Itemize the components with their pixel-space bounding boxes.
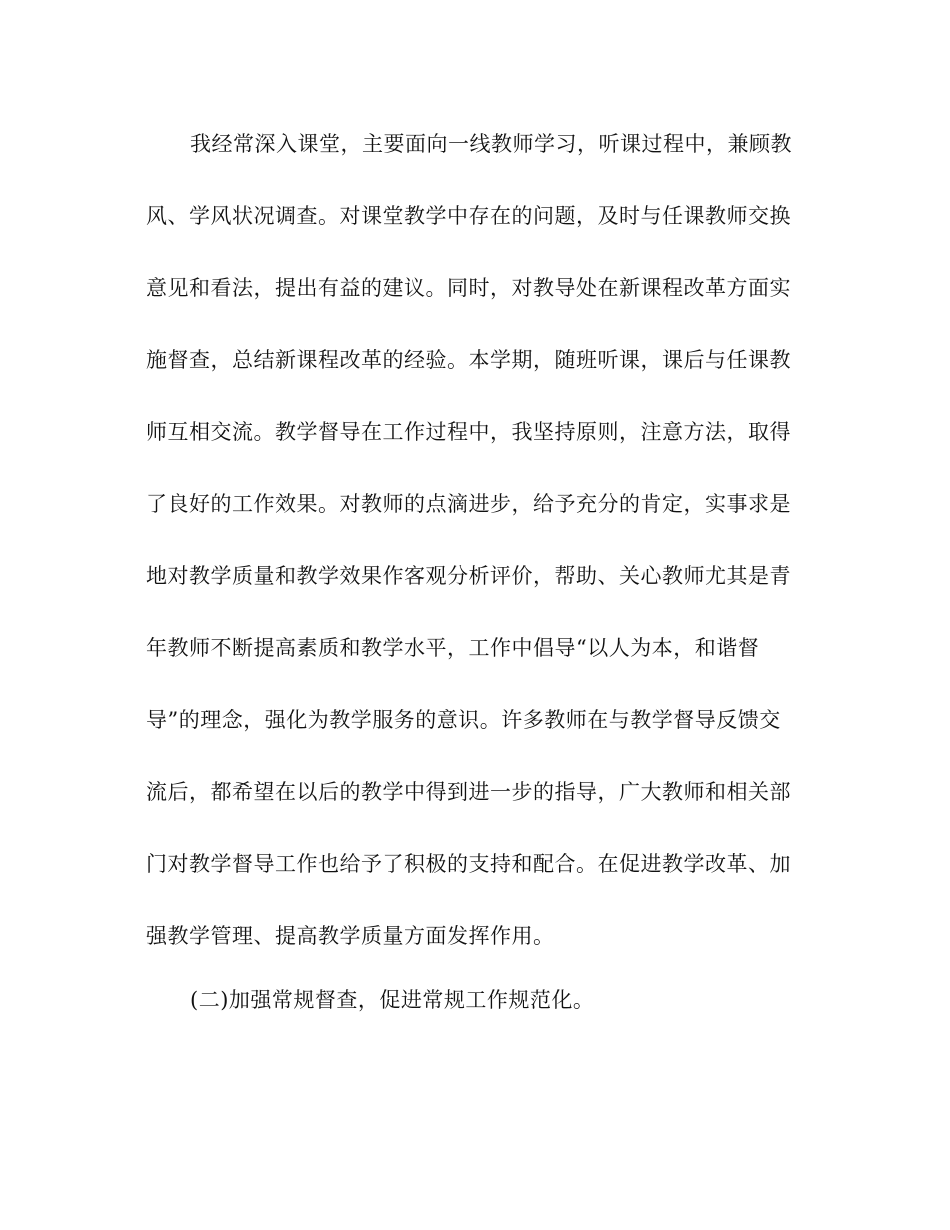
paragraph-line: 意见和看法，提出有益的建议。同时，对教导处在新课程改革方面实 bbox=[146, 276, 791, 300]
paragraph-line: 了良好的工作效果。对教师的点滴进步，给予充分的肯定，实事求是 bbox=[146, 492, 791, 516]
paragraph-line: 施督查，总结新课程改革的经验。本学期，随班听课，课后与任课教 bbox=[146, 348, 791, 372]
paragraph-line: 师互相交流。教学督导在工作过程中，我坚持原则，注意方法，取得 bbox=[146, 420, 791, 444]
paragraph-line: 年教师不断提高素质和教学水平，工作中倡导“以人为本，和谐督 bbox=[146, 636, 760, 660]
paragraph-line: 门对教学督导工作也给予了积极的支持和配合。在促进教学改革、加 bbox=[146, 852, 791, 876]
paragraph-line: 导”的理念，强化为教学服务的意识。许多教师在与教学督导反馈交 bbox=[146, 708, 781, 732]
paragraph-line: 我经常深入课堂，主要面向一线教师学习，听课过程中，兼顾教 bbox=[190, 132, 792, 156]
paragraph-line: 风、学风状况调查。对课堂教学中存在的问题，及时与任课教师交换 bbox=[146, 204, 791, 228]
paragraph-line: 地对教学质量和教学效果作客观分析评价，帮助、关心教师尤其是青 bbox=[146, 564, 791, 588]
section-heading: (二)加强常规督查，促进常规工作规范化。 bbox=[190, 988, 595, 1012]
paragraph-line: 强教学管理、提高教学质量方面发挥作用。 bbox=[146, 924, 555, 948]
paragraph-line: 流后，都希望在以后的教学中得到进一步的指导，广大教师和相关部 bbox=[146, 780, 791, 804]
